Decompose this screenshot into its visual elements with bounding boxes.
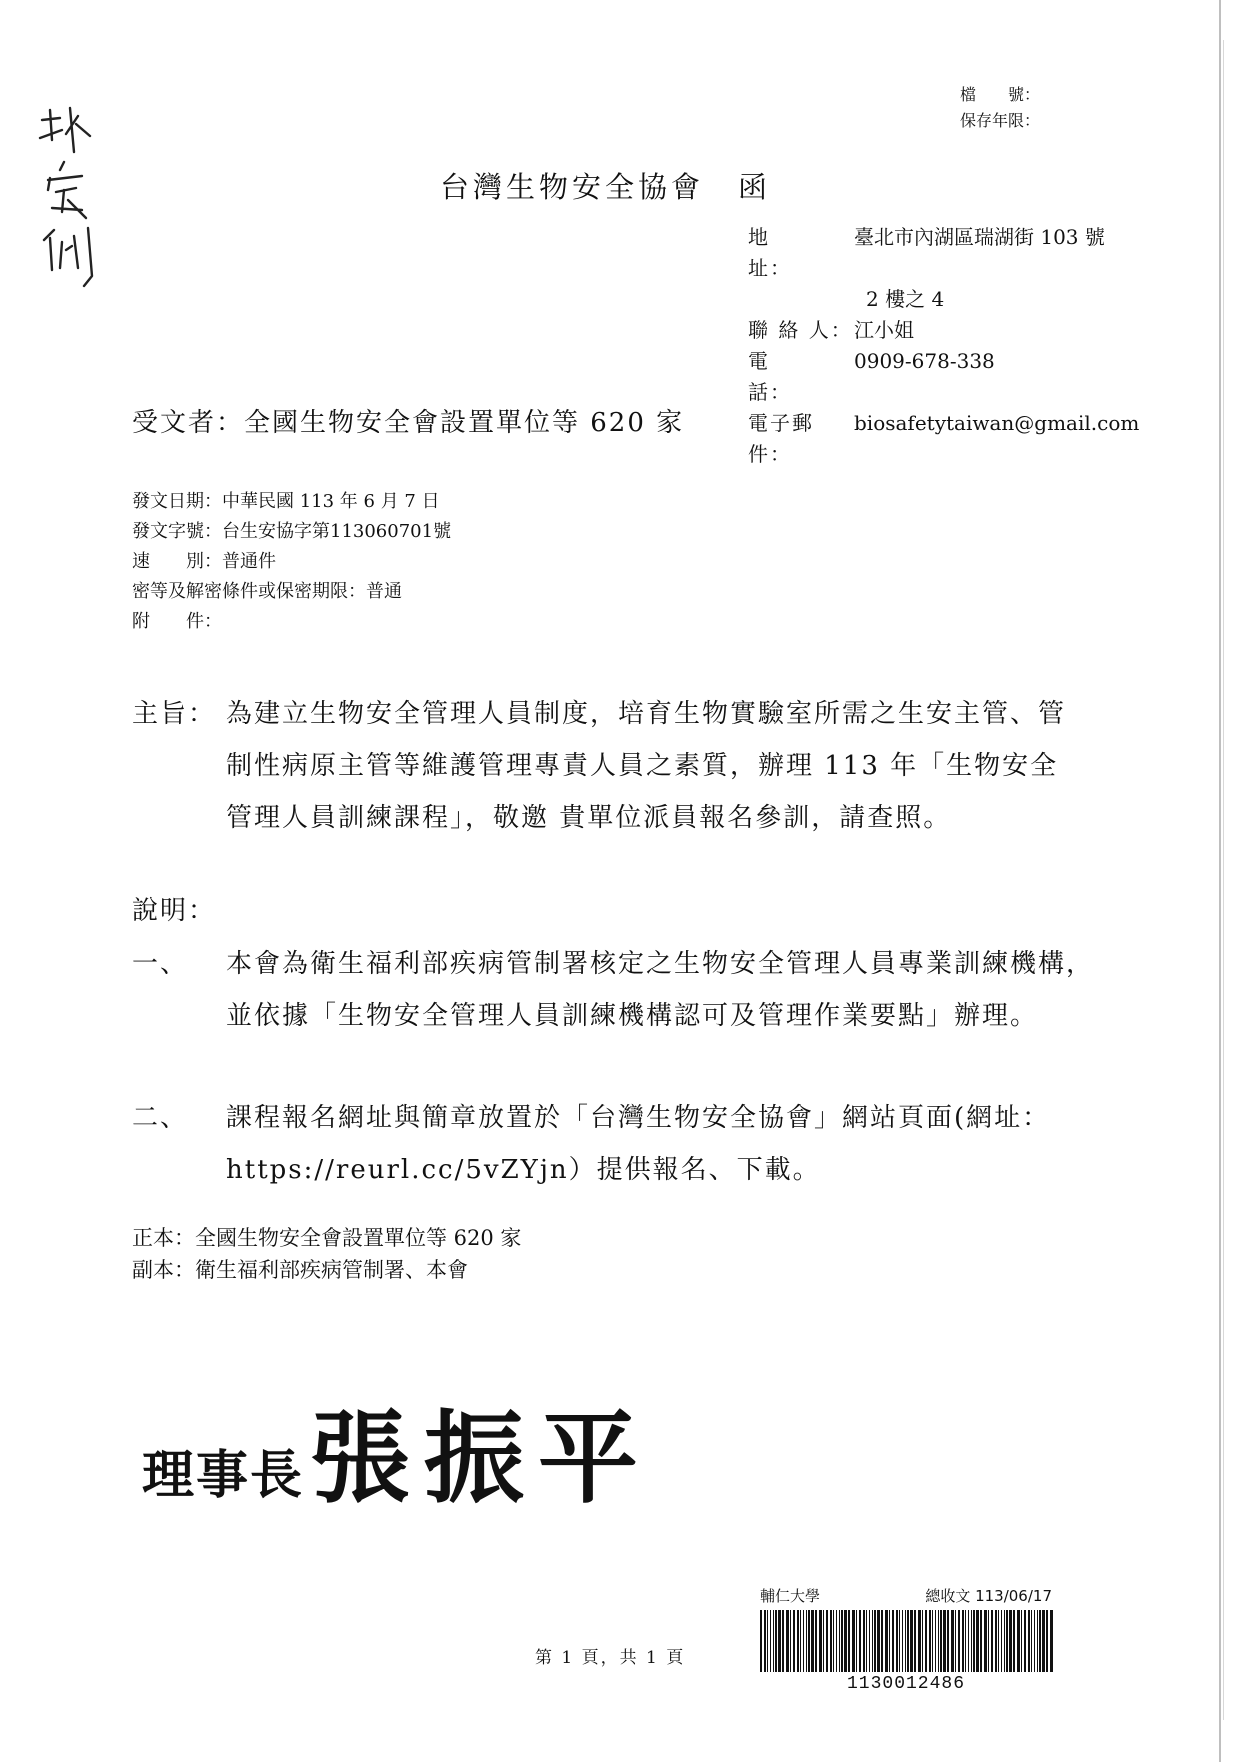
barcode-bar [839,1610,840,1672]
barcode-bar [773,1610,774,1672]
barcode-bar [806,1610,807,1672]
original-recipient: 正本：全國生物安全會設置單位等 620 家 [132,1226,522,1250]
copy-recipient: 副本：衛生福利部疾病管制署、本會 [132,1258,468,1282]
barcode-bar [984,1610,987,1672]
barcode-bar [932,1610,933,1672]
barcode-bar [859,1610,861,1672]
barcode-bar [907,1610,909,1672]
barcode-bar [1006,1610,1008,1672]
barcode-bar [881,1610,883,1672]
barcode-bar [940,1610,942,1672]
barcode-bar [872,1610,873,1672]
barcode-bar [1039,1610,1041,1672]
file-number-label: 檔 號： [960,85,1041,104]
barcode-bar [869,1610,870,1672]
barcode-bar [836,1610,837,1672]
barcode-bar [800,1610,801,1672]
subject-section [132,688,1092,844]
barcode-bar [951,1610,954,1672]
barcode-bar [819,1610,822,1672]
barcode-bar [935,1610,936,1672]
retention-label: 保存年限： [960,111,1041,130]
barcode-bar [925,1610,927,1672]
email-label: 電子郵件： [748,411,814,466]
handwritten-note [30,100,120,300]
barcode-bar [958,1610,960,1672]
barcode-bar [922,1610,923,1672]
barcode-bar [877,1610,880,1672]
item-text: 本會為衛生福利部疾病管制署核定之生物安全管理人員專業訓練機構，並依據「生物安全管理人員訓練機構認可及管理作業要點」辦理。 [226,949,1095,1031]
contact-person-label: 聯 絡 人： [748,318,853,342]
barcode-bar [767,1610,768,1672]
barcode-bar [833,1610,834,1672]
barcode-bar [770,1610,771,1672]
barcode-bar [896,1610,898,1672]
address-label: 地 址： [748,225,814,280]
barcode-bar [823,1610,824,1672]
speed-label: 速 別： [132,551,222,572]
barcode-bar [852,1610,855,1672]
barcode-bar [899,1610,900,1672]
barcode-bar [1024,1610,1026,1672]
contact-block [748,222,1139,470]
barcode-bar [830,1610,832,1672]
barcode-bar [1046,1610,1048,1672]
barcode-bar [902,1610,903,1672]
barcode-bar [980,1610,982,1672]
barcode-bar [815,1610,817,1672]
document-title [440,165,771,206]
barcode-bar [947,1610,949,1672]
phone-number: 0909-678-338 [854,349,995,373]
item-text: 課程報名網址與簡章放置於「台灣生物安全協會」網站頁面(網址：https://reurl.cc/5vZYjn）提供報名、下載。 [226,1103,1051,1185]
page-number: 第 1 頁，共 1 頁 [535,1648,686,1668]
barcode-bar [918,1610,921,1672]
barcode [756,1610,1056,1672]
barcode-bar [1021,1610,1022,1672]
document-meta [132,487,451,637]
contact-person: 江小姐 [854,318,914,342]
barcode-bar [841,1610,843,1672]
barcode-bar [1004,1610,1005,1672]
phone-label: 電 話： [748,349,814,404]
barcode-bar [971,1610,972,1672]
barcode-bar [808,1610,810,1672]
barcode-bar [938,1610,939,1672]
barcode-bar [826,1610,828,1672]
file-meta [960,82,1040,134]
barcode-bar [995,1610,997,1672]
barcode-bar [1037,1610,1038,1672]
stamp-institution: 輔仁大學 [760,1587,821,1605]
barcode-bar [1001,1610,1002,1672]
item-number: 二、 [132,1103,189,1133]
organization-name: 台灣生物安全協會 [440,170,705,204]
address-line2: 2 樓之 4 [866,287,945,311]
barcode-bar [866,1610,867,1672]
scan-edge-line [1219,0,1221,1762]
secrecy-value: 普通 [366,581,402,602]
barcode-bar [892,1610,894,1672]
barcode-bar [914,1610,916,1672]
barcode-bar [782,1610,784,1672]
barcode-bar [943,1610,946,1672]
barcode-bar [910,1610,913,1672]
email-address: biosafetytaiwan@gmail.com [854,411,1140,435]
attachment-label: 附 件： [132,611,222,632]
signature [142,1378,652,1522]
explanation-item [132,1092,1112,1196]
barcode-bar [797,1610,799,1672]
stamp-number: 1130012486 [846,1674,966,1694]
barcode-bar [760,1610,762,1672]
barcode-bar [1042,1610,1045,1672]
copies-block [132,1222,521,1286]
barcode-bar [929,1610,931,1672]
explanation-item [132,938,1112,1042]
scan-edge-line [1223,40,1224,1720]
signer-name: 張振平 [310,1399,653,1517]
barcode-bar [778,1610,781,1672]
receipt-stamp [756,1585,1056,1694]
barcode-bar [775,1610,777,1672]
barcode-bar [973,1610,975,1672]
barcode-bar [988,1610,989,1672]
barcode-bar [1013,1610,1015,1672]
secrecy-label: 密等及解密條件或保密期限： [132,581,366,602]
address-line1: 臺北市內湖區瑞湖街 103 號 [854,225,1105,249]
barcode-bar [889,1610,890,1672]
barcode-bar [844,1610,847,1672]
speed-value: 普通件 [222,551,276,572]
barcode-bar [874,1610,876,1672]
barcode-bar [968,1610,969,1672]
barcode-bar [955,1610,956,1672]
barcode-bar [764,1610,766,1672]
barcode-bar [1009,1610,1012,1672]
barcode-bar [803,1610,804,1672]
barcode-bar [793,1610,795,1672]
barcode-bar [848,1610,850,1672]
barcode-bar [965,1610,966,1672]
document-number-label: 發文字號： [132,521,222,542]
subject-text: 為建立生物安全管理人員制度，培育生物實驗室所需之生安主管、管制性病原主管等維護管理專責人員之素質，辦理 113 年「生物安全管理人員訓練課程」，敬邀 貴單位派員報名參訓，請查照。 [226,699,1067,833]
barcode-bar [1034,1610,1035,1672]
barcode-bar [976,1610,979,1672]
barcode-bar [1031,1610,1032,1672]
barcode-bar [811,1610,814,1672]
barcode-bar [962,1610,964,1672]
barcode-bar [863,1610,865,1672]
barcode-bar [790,1610,791,1672]
item-number: 一、 [132,949,189,979]
subject-label: 主旨： [132,699,217,729]
signer-title: 理事長 [142,1445,305,1506]
recipient: 受文者：全國生物安全會設置單位等 620 家 [132,408,685,438]
barcode-bar [1028,1610,1030,1672]
explanation-label: 說明： [132,896,217,926]
stamp-received: 總收文 113/06/17 [925,1587,1052,1605]
barcode-bar [856,1610,857,1672]
issue-date: 中華民國 113 年 6 月 7 日 [222,491,440,512]
document-type: 函 [738,170,772,204]
barcode-bar [1050,1610,1053,1672]
barcode-bar [991,1610,993,1672]
document-number: 台生安協字第113060701號 [222,521,452,542]
issue-date-label: 發文日期： [132,491,222,512]
barcode-bar [905,1610,906,1672]
barcode-bar [998,1610,999,1672]
barcode-bar [786,1610,789,1672]
barcode-bar [885,1610,888,1672]
barcode-bar [1017,1610,1020,1672]
